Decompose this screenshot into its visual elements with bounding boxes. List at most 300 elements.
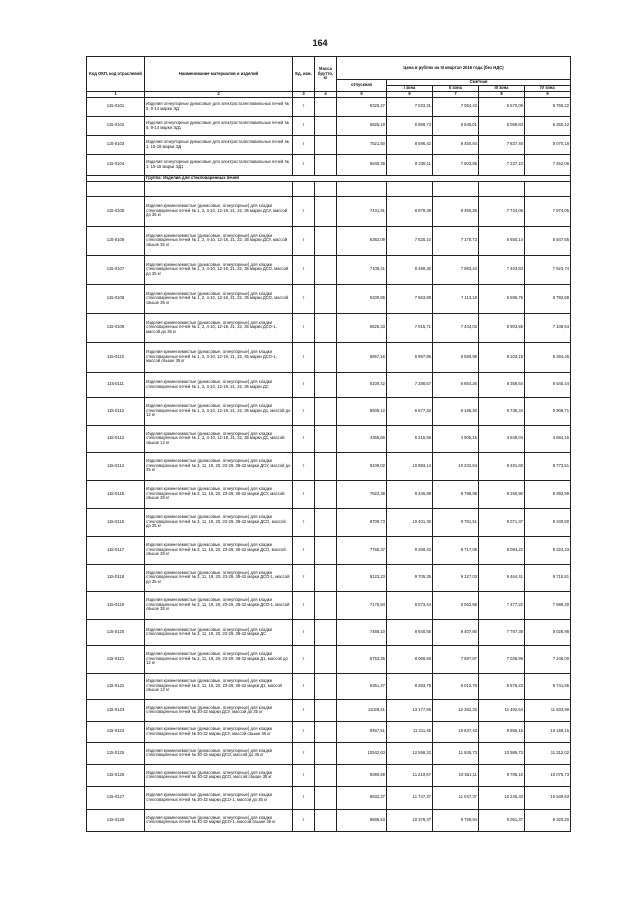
price-otpusk: 5505,12 bbox=[337, 397, 387, 425]
price-zone-1: 11 311,45 bbox=[387, 721, 433, 742]
row-code bbox=[87, 181, 145, 196]
price-zone-4: 6 792,69 bbox=[525, 284, 571, 313]
col-header-price: Цена в рублях на III квартал 2016 года (без НДС) bbox=[337, 57, 571, 80]
col-header-name: Наименование материалов и изделий bbox=[145, 57, 293, 92]
price-zone-3: 7 837,40 bbox=[479, 135, 525, 154]
row-name: Изделия кремнеземистые (динасовые, огнеупорные) для кладки стекловаренных печей № 1, 2, 4-10, 12-18, 21, 22, 35 марки ДСО, массой свыше 35 кг bbox=[145, 284, 293, 313]
price-zone-1: 7 625,10 bbox=[387, 226, 433, 255]
price-zone-1: 8 596,42 bbox=[387, 135, 433, 154]
row-name: Изделия кремнеземистые (динасовые, огнеупорные) для кладки стекловаренных печей № 3, 11, 19, 20, 23-29, 38-42 марки ДСО, массой до 35 кг bbox=[145, 508, 293, 536]
price-zone-4: 9 773,51 bbox=[525, 452, 571, 480]
price-zone-2: 8 717,08 bbox=[433, 536, 479, 564]
row-name: Изделия кремнеземистые (динасовые, огнеупорные) для кладки стекловаренных печей № 1, 2, 4-10, 12-18, 21, 22, 35 марки Д1, массой свыше 12 кг bbox=[145, 425, 293, 452]
price-otpusk: 7175,84 bbox=[337, 591, 387, 619]
row-mass bbox=[315, 536, 337, 564]
price-zone-4: 7 452,06 bbox=[525, 154, 571, 175]
row-code: 115-0123 bbox=[87, 699, 145, 721]
table-row bbox=[87, 742, 571, 764]
col-header-smetnaya: Сметная bbox=[387, 80, 571, 86]
row-mass bbox=[315, 645, 337, 673]
price-zone-3: 7 403,84 bbox=[479, 255, 525, 284]
price-table bbox=[86, 56, 571, 832]
price-zone-2: 9 127,03 bbox=[433, 564, 479, 591]
table-row bbox=[87, 154, 571, 175]
price-zone-2: 8 788,98 bbox=[433, 480, 479, 508]
group-title: Группа: Изделия для стекловаренных печей bbox=[145, 175, 571, 181]
price-zone-4: 5 741,85 bbox=[525, 673, 571, 699]
price-zone-2: 11 047,37 bbox=[433, 786, 479, 809]
row-mass bbox=[315, 786, 337, 809]
row-mass bbox=[315, 135, 337, 154]
price-zone-2: 10 234,64 bbox=[433, 452, 479, 480]
price-zone-2: 8 407,80 bbox=[433, 619, 479, 645]
price-zone-4: 7 246,00 bbox=[525, 645, 571, 673]
price-zone-1: 8 940,55 bbox=[387, 619, 433, 645]
price-zone-2: 8 350,26 bbox=[433, 196, 479, 226]
price-zone-3: 9 865,15 bbox=[479, 721, 525, 742]
row-unit: т bbox=[293, 425, 315, 452]
price-zone-2: 12 392,33 bbox=[433, 699, 479, 721]
col-number: 6 bbox=[387, 91, 433, 97]
price-otpusk: 5857,16 bbox=[337, 342, 387, 372]
row-unit bbox=[293, 181, 315, 196]
table-row bbox=[87, 397, 571, 425]
price-zone-3: 7 744,05 bbox=[479, 196, 525, 226]
row-name: Изделия кремнеземистые (динасовые, огнеупорные) для кладки стекловаренных печей № 3, 11, 19, 20, 23-29, 38-42 марки Д1, массой свыше 12 кг bbox=[145, 673, 293, 699]
price-zone-3: 8 150,90 bbox=[479, 480, 525, 508]
table-row bbox=[87, 786, 571, 809]
price-zone-2: 7 170,73 bbox=[433, 226, 479, 255]
row-unit: т bbox=[293, 742, 315, 764]
col-number: 1 bbox=[87, 91, 145, 97]
row-unit: т bbox=[293, 313, 315, 342]
col-header-zone-1: I зона bbox=[387, 85, 433, 91]
row-code: 115-0118 bbox=[87, 564, 145, 591]
price-zone-2: 10 551,11 bbox=[433, 764, 479, 786]
price-otpusk: 6382,09 bbox=[337, 226, 387, 255]
price-zone-2: 7 587,87 bbox=[433, 645, 479, 673]
price-zone-3: 7 237,10 bbox=[479, 154, 525, 175]
price-zone-2: 7 983,44 bbox=[433, 255, 479, 284]
price-otpusk: 6625,33 bbox=[337, 313, 387, 342]
price-zone-1: 6 393,75 bbox=[387, 673, 433, 699]
row-mass bbox=[315, 284, 337, 313]
row-mass bbox=[315, 397, 337, 425]
price-zone-1: 6 577,32 bbox=[387, 397, 433, 425]
row-name: Изделия огнеупорные динасовые для электросталеплавильных печей № 1, 15-18 марки ЭД1 bbox=[145, 154, 293, 175]
row-code: 115-0114 bbox=[87, 452, 145, 480]
price-zone-1: 12 596,32 bbox=[387, 742, 433, 764]
col-number: 5 bbox=[337, 91, 387, 97]
price-zone-3: 9 071,37 bbox=[479, 508, 525, 536]
col-number: 9 bbox=[525, 91, 571, 97]
price-zone-1: 11 219,67 bbox=[387, 764, 433, 786]
row-mass bbox=[315, 342, 337, 372]
price-zone-1: 8 573,44 bbox=[387, 591, 433, 619]
row-name: Изделия кремнеземистые (динасовые, огнеупорные) для кладки стекловаренных печей № 3, 11, 19, 20, 23-29, 38-42 марки ДСО-1, массой до 35 кг bbox=[145, 564, 293, 591]
price-zone-1: 7 915,71 bbox=[387, 313, 433, 342]
price-zone-3: 5 736,34 bbox=[479, 397, 525, 425]
row-mass bbox=[315, 619, 337, 645]
table-body bbox=[87, 97, 571, 831]
price-zone-2: 6 854,26 bbox=[433, 372, 479, 397]
price-otpusk: 5825,19 bbox=[337, 116, 387, 135]
row-mass bbox=[315, 313, 337, 342]
price-zone-3: 7 477,22 bbox=[479, 591, 525, 619]
col-header-zone-2: II зона bbox=[433, 85, 479, 91]
price-zone-4: 10 549,63 bbox=[525, 786, 571, 809]
row-name: Изделия кремнеземистые (динасовые, огнеупорные) для кладки стекловаренных печей № 1, 2, 4-10, 12-18, 21, 22, 35 марки ДСУ, массой до 35 кг bbox=[145, 196, 293, 226]
price-zone-4: 8 324,33 bbox=[525, 536, 571, 564]
price-zone-2: 7 064,42 bbox=[433, 97, 479, 116]
price-zone-4: 6 765,22 bbox=[525, 97, 571, 116]
price-zone-2: 7 803,85 bbox=[433, 154, 479, 175]
price-zone-1: 8 489,30 bbox=[387, 255, 433, 284]
price-zone-4: 6 284,45 bbox=[525, 342, 571, 372]
row-name: Изделия кремнеземистые (динасовые, огнеупорные) для кладки стекловаренных печей № 1, 2, 4-10, 12-18, 21, 22, 35 марки ДСУ, массой свыше 35 кг bbox=[145, 226, 293, 255]
price-zone-4: 10 158,15 bbox=[525, 721, 571, 742]
price-zone-3: 8 084,22 bbox=[479, 536, 525, 564]
price-otpusk: 8686,53 bbox=[337, 809, 387, 831]
row-name: Изделия огнеупорные динасовые для электросталеплавильных печей № 6, 9-14 марки ЭД1 bbox=[145, 116, 293, 135]
price-zone-3: 11 492,64 bbox=[479, 699, 525, 721]
row-mass bbox=[315, 196, 337, 226]
table-row bbox=[87, 536, 571, 564]
row-name: Изделия кремнеземистые (динасовые, огнеупорные) для кладки стекловаренных печей № 3, 11, 19, 20, 23-29, 38-42 марки ДСО, массой свыше 35 кг bbox=[145, 536, 293, 564]
row-code: 115-0110 bbox=[87, 342, 145, 372]
price-zone-1: 9 345,89 bbox=[387, 480, 433, 508]
table-row bbox=[87, 196, 571, 226]
price-otpusk: 5351,47 bbox=[337, 673, 387, 699]
table-row bbox=[87, 673, 571, 699]
row-unit: т bbox=[293, 342, 315, 372]
row-code: 115-0127 bbox=[87, 786, 145, 809]
row-code: 115-0124 bbox=[87, 721, 145, 742]
price-zone-4: 5 906,71 bbox=[525, 397, 571, 425]
price-zone-2: 6 185,40 bbox=[433, 397, 479, 425]
row-mass bbox=[315, 255, 337, 284]
row-unit: т bbox=[293, 699, 315, 721]
row-unit: т bbox=[293, 116, 315, 135]
table-row bbox=[87, 226, 571, 255]
row-unit: т bbox=[293, 480, 315, 508]
col-header-unit: Ед. изм. bbox=[293, 57, 315, 92]
price-otpusk: 7105,41 bbox=[337, 255, 387, 284]
price-zone-4: 6 847,65 bbox=[525, 226, 571, 255]
price-zone-4: 8 715,81 bbox=[525, 564, 571, 591]
row-mass bbox=[315, 97, 337, 116]
row-name: Изделия кремнеземистые (динасовые, огнеупорные) для кладки стекловаренных печей № 1, 2, 4-10, 12-18, 21, 22, 35 марки ДСО-1, массой до 35 кг bbox=[145, 313, 293, 342]
price-zone-1: 6 959,73 bbox=[387, 116, 433, 135]
price-zone-1: 11 747,37 bbox=[387, 786, 433, 809]
col-header-otpusk: отпускная bbox=[337, 80, 387, 92]
row-name: Изделия кремнеземистые (динасовые, огнеупорные) для кладки стекловаренных печей № 30-32 марки ДСУ, массой до 35 кг bbox=[145, 699, 293, 721]
row-mass bbox=[315, 742, 337, 764]
row-unit: т bbox=[293, 255, 315, 284]
price-zone-1: 8 068,66 bbox=[387, 645, 433, 673]
table-row bbox=[87, 721, 571, 742]
table-row bbox=[87, 284, 571, 313]
col-number: 4 bbox=[315, 91, 337, 97]
row-code: 115-0112 bbox=[87, 397, 145, 425]
price-otpusk: 6753,35 bbox=[337, 645, 387, 673]
col-header-zone-3: III зона bbox=[479, 85, 525, 91]
price-otpusk: 6945,39 bbox=[337, 154, 387, 175]
row-code: 115-0115 bbox=[87, 480, 145, 508]
row-unit: т bbox=[293, 673, 315, 699]
price-zone-3: 5 576,23 bbox=[479, 673, 525, 699]
row-unit: т bbox=[293, 564, 315, 591]
price-zone-2: 6 012,76 bbox=[433, 673, 479, 699]
price-zone-4: 7 623,74 bbox=[525, 255, 571, 284]
price-otpusk: 7485,10 bbox=[337, 619, 387, 645]
col-header-code: Код ОКП, код отраслевой bbox=[87, 57, 145, 92]
col-number: 7 bbox=[433, 91, 479, 97]
table-row bbox=[87, 116, 571, 135]
table-row bbox=[87, 764, 571, 786]
row-mass bbox=[315, 181, 337, 196]
row-code: 115-0128 bbox=[87, 809, 145, 831]
row-name bbox=[145, 181, 293, 196]
row-unit: т bbox=[293, 619, 315, 645]
row-unit: т bbox=[293, 536, 315, 564]
price-zone-1: 7 288,57 bbox=[387, 372, 433, 397]
price-zone-3: 6 069,84 bbox=[479, 116, 525, 135]
row-unit: т bbox=[293, 135, 315, 154]
price-zone-4: 8 392,99 bbox=[525, 480, 571, 508]
row-name: Изделия кремнеземистые (динасовые, огнеупорные) для кладки стекловаренных печей № 30-32 марки ДСО-1, массой до 35 кг bbox=[145, 786, 293, 809]
price-otpusk: 7521,50 bbox=[337, 135, 387, 154]
price-otpusk: 11028,41 bbox=[337, 699, 387, 721]
price-otpusk: 6100,42 bbox=[337, 372, 387, 397]
table-row bbox=[87, 809, 571, 831]
price-zone-2 bbox=[433, 181, 479, 196]
table-row bbox=[87, 452, 571, 480]
col-number: 3 bbox=[293, 91, 315, 97]
row-unit: т bbox=[293, 452, 315, 480]
price-zone-4: 9 320,20 bbox=[525, 809, 571, 831]
row-unit: т bbox=[293, 721, 315, 742]
price-zone-4: 11 833,99 bbox=[525, 699, 571, 721]
row-mass bbox=[315, 564, 337, 591]
price-zone-2: 6 545,01 bbox=[433, 116, 479, 135]
row-unit: т bbox=[293, 397, 315, 425]
price-zone-3: 7 036,99 bbox=[479, 645, 525, 673]
row-mass bbox=[315, 425, 337, 452]
table-row bbox=[87, 591, 571, 619]
page-number: 164 bbox=[312, 38, 328, 48]
price-zone-3: 4 549,04 bbox=[479, 425, 525, 452]
row-mass bbox=[315, 721, 337, 742]
row-unit: т bbox=[293, 786, 315, 809]
price-zone-2: 8 062,56 bbox=[433, 591, 479, 619]
row-name: Изделия кремнеземистые (динасовые, огнеупорные) для кладки стекловаренных печей № 1, 2, 4-10, 12-18, 21, 22, 35 марки ДСО, массой до 35 кг bbox=[145, 255, 293, 284]
row-unit: т bbox=[293, 196, 315, 226]
row-code: 115-0120 bbox=[87, 619, 145, 645]
price-zone-1: 9 705,35 bbox=[387, 564, 433, 591]
row-unit: т bbox=[293, 809, 315, 831]
row-unit: т bbox=[293, 645, 315, 673]
price-otpusk: 9390,69 bbox=[337, 764, 387, 786]
price-zone-1: 7 033,31 bbox=[387, 97, 433, 116]
row-name: Изделия кремнеземистые (динасовые, огнеупорные) для кладки стекловаренных печей № 1, 2, 4-10, 12-18, 21, 22, 35 марки ДСО-1, массой свыше 35 кг bbox=[145, 342, 293, 372]
row-unit: т bbox=[293, 97, 315, 116]
row-code: 115-0107 bbox=[87, 255, 145, 284]
price-zone-4: 7 699,30 bbox=[525, 591, 571, 619]
table-row bbox=[87, 342, 571, 372]
col-header-mass: Масса брутто, кг bbox=[315, 57, 337, 92]
table-row bbox=[87, 645, 571, 673]
table-row bbox=[87, 313, 571, 342]
row-code: 115-0104 bbox=[87, 154, 145, 175]
row-name: Изделия кремнеземистые (динасовые, огнеупорные) для кладки стекловаренных печей № 3, 11, 19, 20, 23-29, 38-42 марки ДСУ, массой свыше 35 кг bbox=[145, 480, 293, 508]
row-code: 115-0126 bbox=[87, 764, 145, 786]
price-zone-3: 8 464,41 bbox=[479, 564, 525, 591]
row-mass bbox=[315, 699, 337, 721]
price-zone-3: 10 985,73 bbox=[479, 742, 525, 764]
row-name: Изделия кремнеземистые (динасовые, огнеупорные) для кладки стекловаренных печей № 3, 11, 19, 20, 23-29, 38-42 марки ДСО-1, массой свыше 35 кг bbox=[145, 591, 293, 619]
row-name: Изделия кремнеземистые (динасовые, огнеупорные) для кладки стекловаренных печей № 3, 11, 19, 20, 23-29, 38-42 марки ДСУ, массой до 35 кг bbox=[145, 452, 293, 480]
row-code: 115-0121 bbox=[87, 645, 145, 673]
price-zone-1: 6 997,95 bbox=[387, 342, 433, 372]
row-name: Изделия кремнеземистые (динасовые, огнеупорные) для кладки стекловаренных печей № 3, 11, 19, 20, 23-29, 38-42 марки Д1, массой до 12 кг bbox=[145, 645, 293, 673]
table-row bbox=[87, 508, 571, 536]
price-zone-1: 7 563,89 bbox=[387, 284, 433, 313]
row-mass bbox=[315, 764, 337, 786]
price-zone-1: 13 177,65 bbox=[387, 699, 433, 721]
price-zone-3: 6 570,09 bbox=[479, 97, 525, 116]
row-unit: т bbox=[293, 226, 315, 255]
price-zone-4 bbox=[525, 181, 571, 196]
price-zone-3: 6 903,55 bbox=[479, 313, 525, 342]
row-mass bbox=[315, 154, 337, 175]
price-zone-4: 6 250,12 bbox=[525, 116, 571, 135]
price-zone-3: 6 103,18 bbox=[479, 342, 525, 372]
row-mass bbox=[315, 480, 337, 508]
price-otpusk: 10542,63 bbox=[337, 742, 387, 764]
price-zone-1: 5 215,96 bbox=[387, 425, 433, 452]
row-name: Изделия кремнеземистые (динасовые, огнеупорные) для кладки стекловаренных печей № 30-32 марки ДСО, массой свыше 35 кг bbox=[145, 764, 293, 786]
price-zone-2: 11 845,73 bbox=[433, 742, 479, 764]
row-name: Изделия кремнеземистые (динасовые, огнеупорные) для кладки стекловаренных печей № 30-32 марки ДСО, массой до 35 кг bbox=[145, 742, 293, 764]
price-otpusk: 9832,37 bbox=[337, 786, 387, 809]
table-row bbox=[87, 480, 571, 508]
price-zone-2: 8 450,84 bbox=[433, 135, 479, 154]
price-zone-2: 6 580,96 bbox=[433, 342, 479, 372]
price-zone-2: 9 759,94 bbox=[433, 809, 479, 831]
price-otpusk: 8123,23 bbox=[337, 564, 387, 591]
price-zone-4: 7 108,64 bbox=[525, 313, 571, 342]
table-row bbox=[87, 564, 571, 591]
price-otpusk: 9109,02 bbox=[337, 452, 387, 480]
row-mass bbox=[315, 372, 337, 397]
price-zone-4: 6 545,44 bbox=[525, 372, 571, 397]
row-name: Изделия кремнеземистые (динасовые, огнеупорные) для кладки стекловаренных печей № 30-32 марки ДСО-1, массой свыше 35 кг bbox=[145, 809, 293, 831]
row-code: 115-0113 bbox=[87, 425, 145, 452]
row-unit: т bbox=[293, 154, 315, 175]
price-zone-3: 9 491,60 bbox=[479, 452, 525, 480]
row-mass bbox=[315, 508, 337, 536]
price-zone-2: 7 113,18 bbox=[433, 284, 479, 313]
row-name: Изделия кремнеземистые (динасовые, огнеупорные) для кладки стекловаренных печей № 1, 2, 4-10, 12-18, 21, 22, 35 марки ДС bbox=[145, 372, 293, 397]
table-row bbox=[87, 255, 571, 284]
price-zone-1: 9 269,43 bbox=[387, 536, 433, 564]
price-zone-2: 10 637,43 bbox=[433, 721, 479, 742]
row-code: 115-0122 bbox=[87, 673, 145, 699]
row-unit: т bbox=[293, 372, 315, 397]
row-mass bbox=[315, 226, 337, 255]
table-row bbox=[87, 372, 571, 397]
row-mass bbox=[315, 673, 337, 699]
col-header-zone-4: IV зона bbox=[525, 85, 571, 91]
row-mass bbox=[315, 809, 337, 831]
price-zone-3: 9 785,10 bbox=[479, 764, 525, 786]
price-zone-3: 10 245,33 bbox=[479, 786, 525, 809]
table-row bbox=[87, 619, 571, 645]
row-name: Изделия кремнеземистые (динасовые, огнеупорные) для кладки стекловаренных печей № 3, 11, 19, 20, 23-29, 38-42 марки ДС bbox=[145, 619, 293, 645]
price-otpusk: 7758,37 bbox=[337, 536, 387, 564]
price-otpusk: 9467,51 bbox=[337, 721, 387, 742]
price-otpusk: 7822,38 bbox=[337, 480, 387, 508]
price-zone-1 bbox=[387, 181, 433, 196]
price-zone-4: 7 974,05 bbox=[525, 196, 571, 226]
row-code: 115-0119 bbox=[87, 591, 145, 619]
price-zone-4: 10 075,73 bbox=[525, 764, 571, 786]
col-number: 8 bbox=[479, 91, 525, 97]
price-zone-1: 10 378,37 bbox=[387, 809, 433, 831]
row-unit: т bbox=[293, 284, 315, 313]
table-row bbox=[87, 97, 571, 116]
row-name: Изделия огнеупорные динасовые для электросталеплавильных печей № 1, 15-18 марки ЭД bbox=[145, 135, 293, 154]
row-name: Изделия кремнеземистые (динасовые, огнеупорные) для кладки стекловаренных печей № 1, 2, 4-10, 12-18, 21, 22, 35 марки Д1, массой до 12 кг bbox=[145, 397, 293, 425]
price-zone-3: 6 356,64 bbox=[479, 372, 525, 397]
row-unit: т bbox=[293, 764, 315, 786]
row-unit: т bbox=[293, 591, 315, 619]
row-mass bbox=[315, 452, 337, 480]
row-code: 115-0125 bbox=[87, 742, 145, 764]
price-zone-1: 8 679,38 bbox=[387, 196, 433, 226]
price-zone-2: 9 781,51 bbox=[433, 508, 479, 536]
table-row bbox=[87, 699, 571, 721]
row-code: 115-0109 bbox=[87, 313, 145, 342]
price-zone-4: 11 312,02 bbox=[525, 742, 571, 764]
price-zone-4: 8 070,18 bbox=[525, 135, 571, 154]
price-zone-4: 4 684,15 bbox=[525, 425, 571, 452]
price-zone-3: 6 596,76 bbox=[479, 284, 525, 313]
row-code: 115-0103 bbox=[87, 135, 145, 154]
row-unit: т bbox=[293, 508, 315, 536]
price-otpusk: 6330,86 bbox=[337, 284, 387, 313]
row-code: 115-0116 bbox=[87, 508, 145, 536]
price-otpusk: 8709,73 bbox=[337, 508, 387, 536]
table-row bbox=[87, 425, 571, 452]
table-row bbox=[87, 181, 571, 196]
row-code: 115-0105 bbox=[87, 196, 145, 226]
row-code: 115-0111 bbox=[87, 372, 145, 397]
row-code: 115-0106 bbox=[87, 226, 145, 255]
price-zone-4: 9 340,80 bbox=[525, 508, 571, 536]
price-zone-3: 9 051,37 bbox=[479, 809, 525, 831]
table-row bbox=[87, 135, 571, 154]
row-mass bbox=[315, 116, 337, 135]
price-zone-3 bbox=[479, 181, 525, 196]
row-code: 115-0102 bbox=[87, 116, 145, 135]
price-zone-1: 10 401,30 bbox=[387, 508, 433, 536]
price-zone-3: 6 650,14 bbox=[479, 226, 525, 255]
row-name: Изделия кремнеземистые (динасовые, огнеупорные) для кладки стекловаренных печей № 30-32 марки ДСУ, массой свыше 35 кг bbox=[145, 721, 293, 742]
row-mass bbox=[315, 591, 337, 619]
price-zone-4: 8 028,98 bbox=[525, 619, 571, 645]
